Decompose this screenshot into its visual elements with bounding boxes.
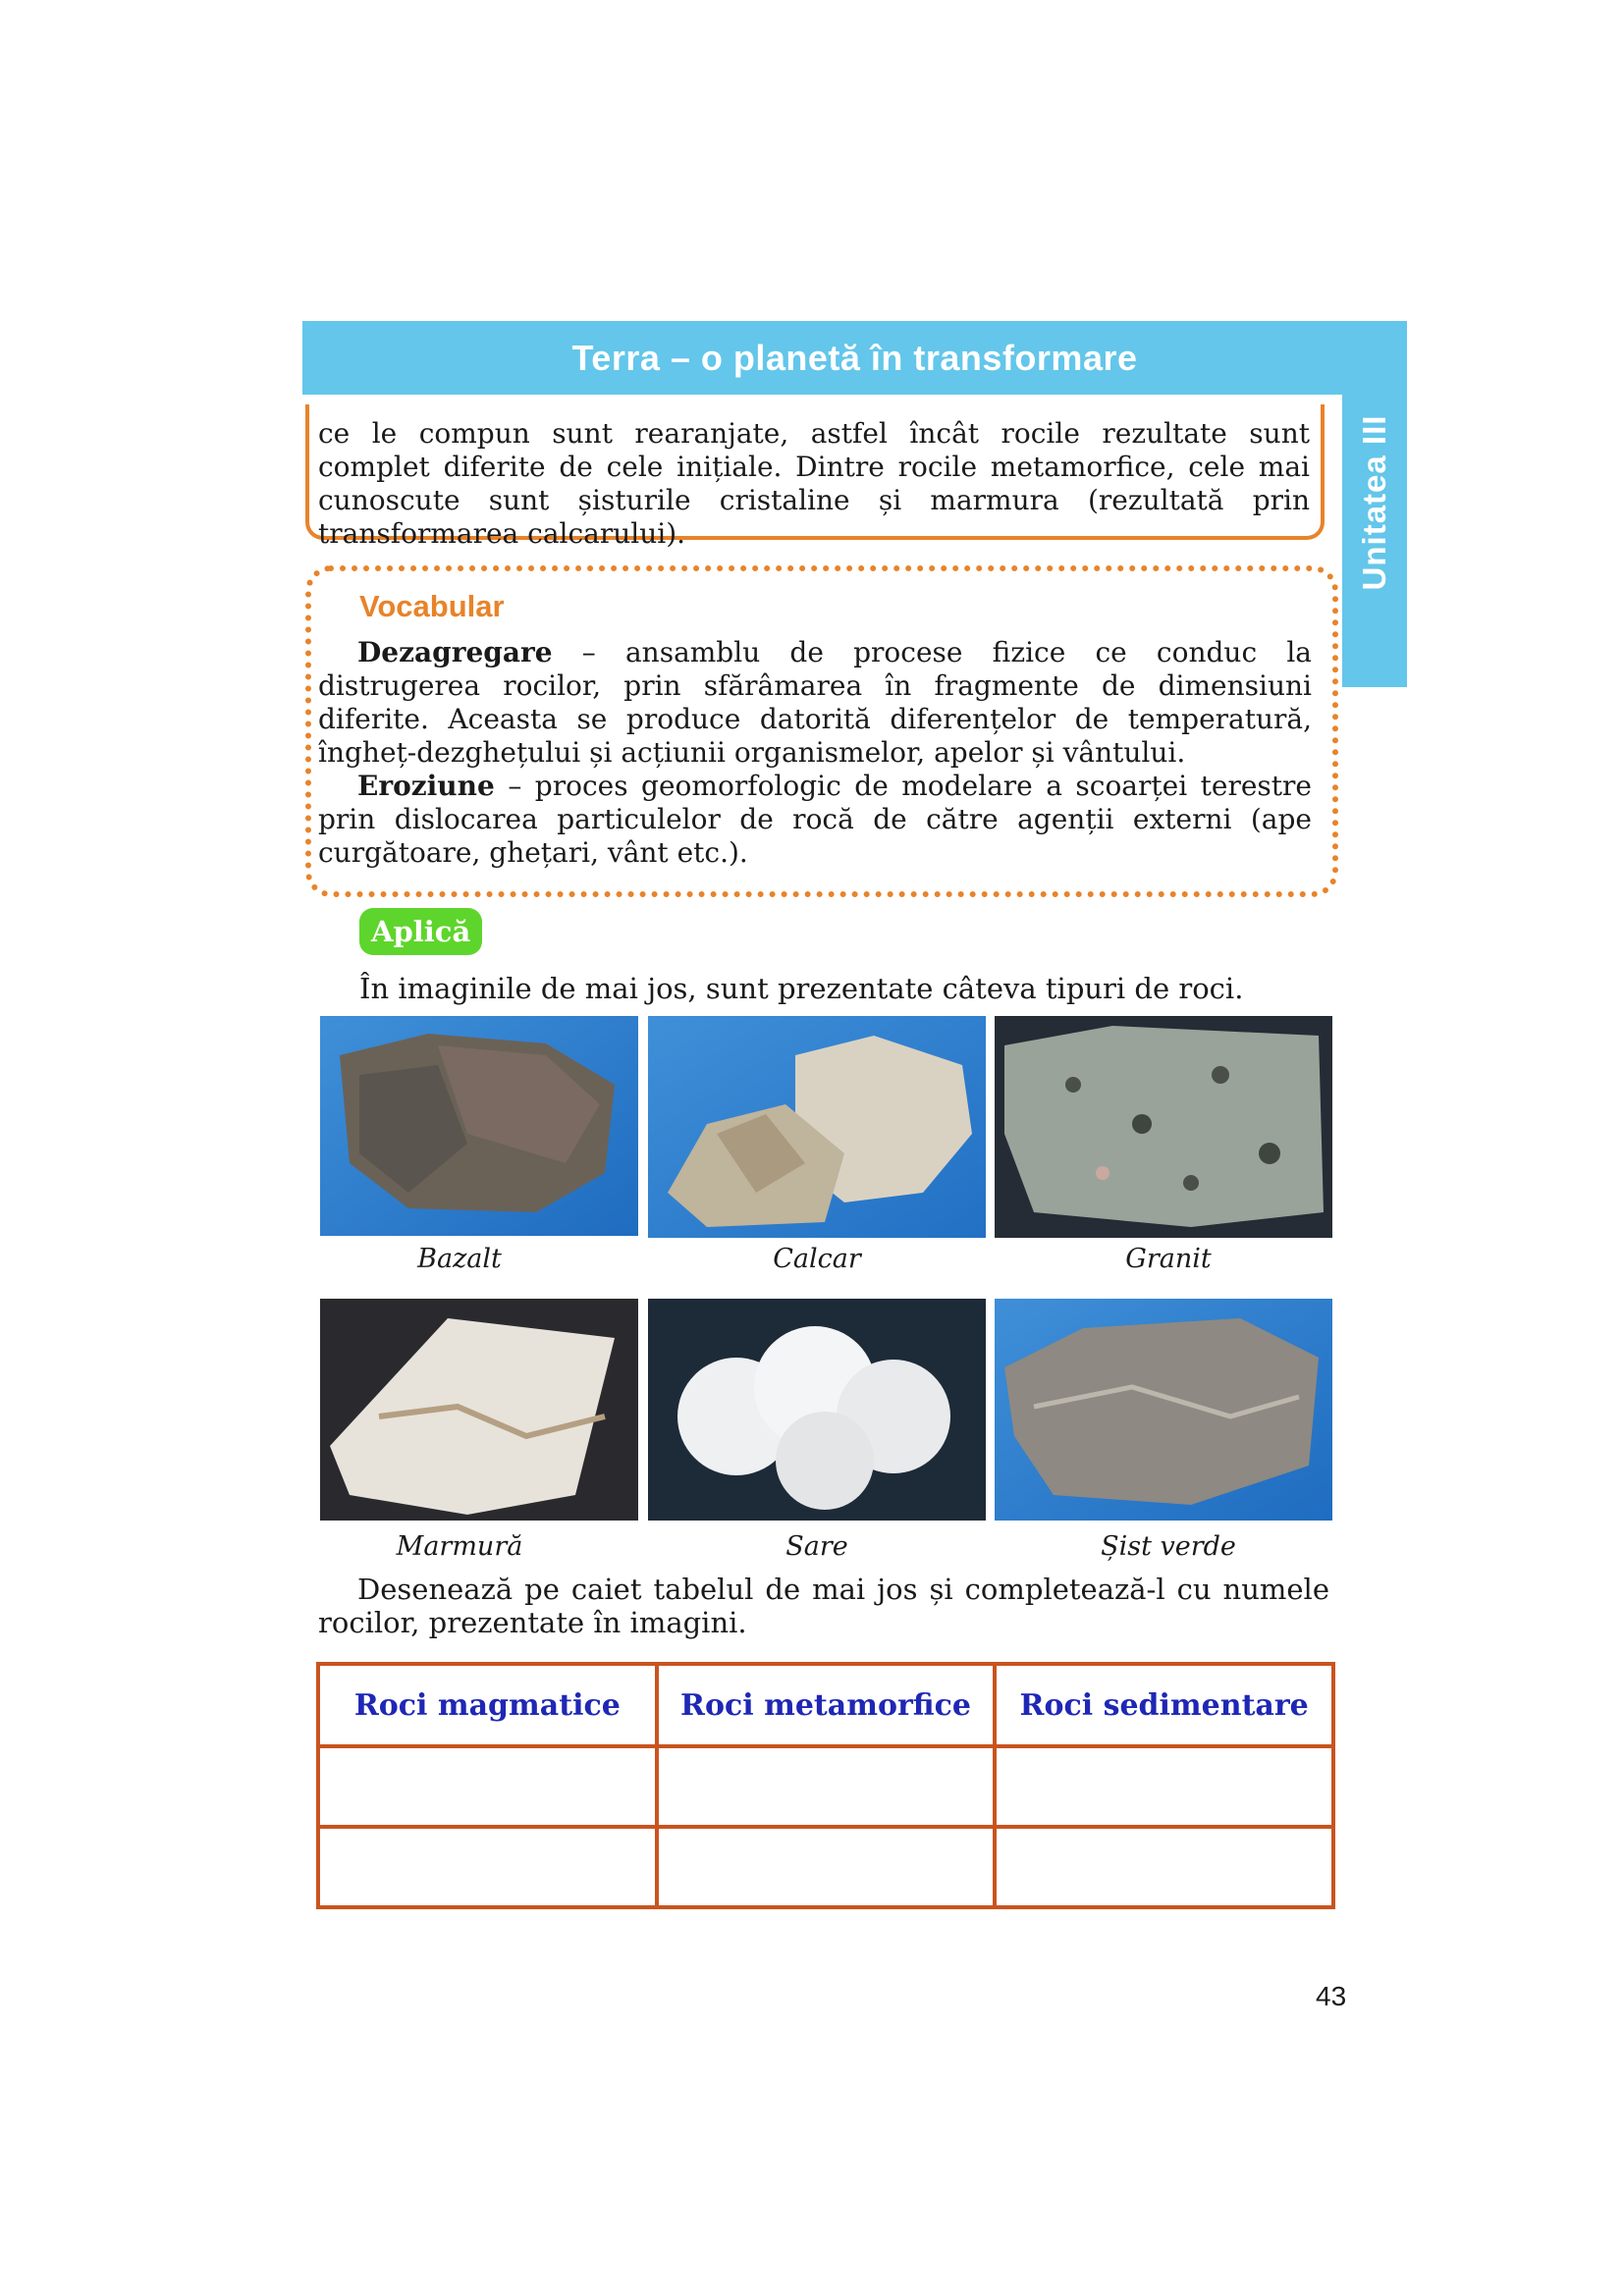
task-instruction: Desenează pe caiet tabelul de mai jos și completează-l cu numele rocilor, prezentate în imagini. xyxy=(318,1573,1329,1639)
unit-label: Unitatea III xyxy=(1356,414,1392,591)
rock-caption: Marmură xyxy=(396,1531,523,1562)
rock-photo-calcar xyxy=(648,1016,986,1238)
table-row xyxy=(318,1827,1333,1907)
rock-caption: Bazalt xyxy=(417,1244,502,1274)
rock-caption: Calcar xyxy=(773,1244,861,1274)
table-cell xyxy=(657,1746,996,1827)
rock-photo-sare xyxy=(648,1299,986,1521)
table-cell xyxy=(995,1746,1333,1827)
rock-caption: Granit xyxy=(1125,1244,1212,1274)
table-header-cell: Roci sedimentare xyxy=(995,1664,1333,1746)
table-header-cell: Roci magmatice xyxy=(318,1664,657,1746)
rock-photo-sist-verde xyxy=(995,1299,1332,1521)
rock-classification-table xyxy=(316,1662,1335,1909)
page-number: 43 xyxy=(1316,1981,1347,2011)
vocabulary-term: Eroziune xyxy=(357,770,495,802)
rock-photo-bazalt xyxy=(320,1016,638,1236)
table-row xyxy=(318,1746,1333,1827)
vocabulary-term: Dezagregare xyxy=(357,636,553,668)
chapter-header xyxy=(302,321,1407,395)
chapter-title: Terra – o planetă în transformare xyxy=(571,337,1138,378)
vocabulary-definition: – ansamblu de procese fizice ce conduc la distrugerea rocilor, prin sfărâmarea în fragmente de dimensiuni diferite. Aceasta se produce datorită diferențelor de temperatură, îngheț-dezghețului și acțiunii organismelor, apelor și vântului. xyxy=(318,636,1312,769)
table-header-row xyxy=(318,1664,1333,1746)
intro-paragraph: ce le compun sunt rearanjate, astfel încât rocile rezultate sunt complet diferite de cele inițiale. Dintre rocile metamorfice, cele mai cunoscute sunt șisturile cristaline și marmura (rezultată prin transformarea calcarului). xyxy=(318,417,1310,550)
rock-caption: Șist verde xyxy=(1101,1531,1236,1562)
table-header-cell: Roci metamorfice xyxy=(657,1664,996,1746)
rock-caption: Sare xyxy=(785,1531,848,1562)
table-cell xyxy=(657,1827,996,1907)
apply-instruction: În imaginile de mai jos, sunt prezentate câteva tipuri de roci. xyxy=(359,972,1244,1005)
apply-badge: Aplică xyxy=(359,908,482,955)
vocabulary-entries xyxy=(318,636,1312,870)
table-cell xyxy=(995,1827,1333,1907)
table-cell xyxy=(318,1746,657,1827)
vocabulary-entry xyxy=(318,770,1312,870)
rock-photo-marmura xyxy=(320,1299,638,1521)
vocabulary-definition: – proces geomorfologic de modelare a scoarței terestre prin dislocarea particulelor de rocă de către agenții externi (ape curgătoare, ghețari, vânt etc.). xyxy=(318,770,1312,869)
table-cell xyxy=(318,1827,657,1907)
vocabulary-entry xyxy=(318,636,1312,770)
rock-photo-granit xyxy=(995,1016,1332,1238)
vocabulary-title: Vocabular xyxy=(359,589,505,623)
